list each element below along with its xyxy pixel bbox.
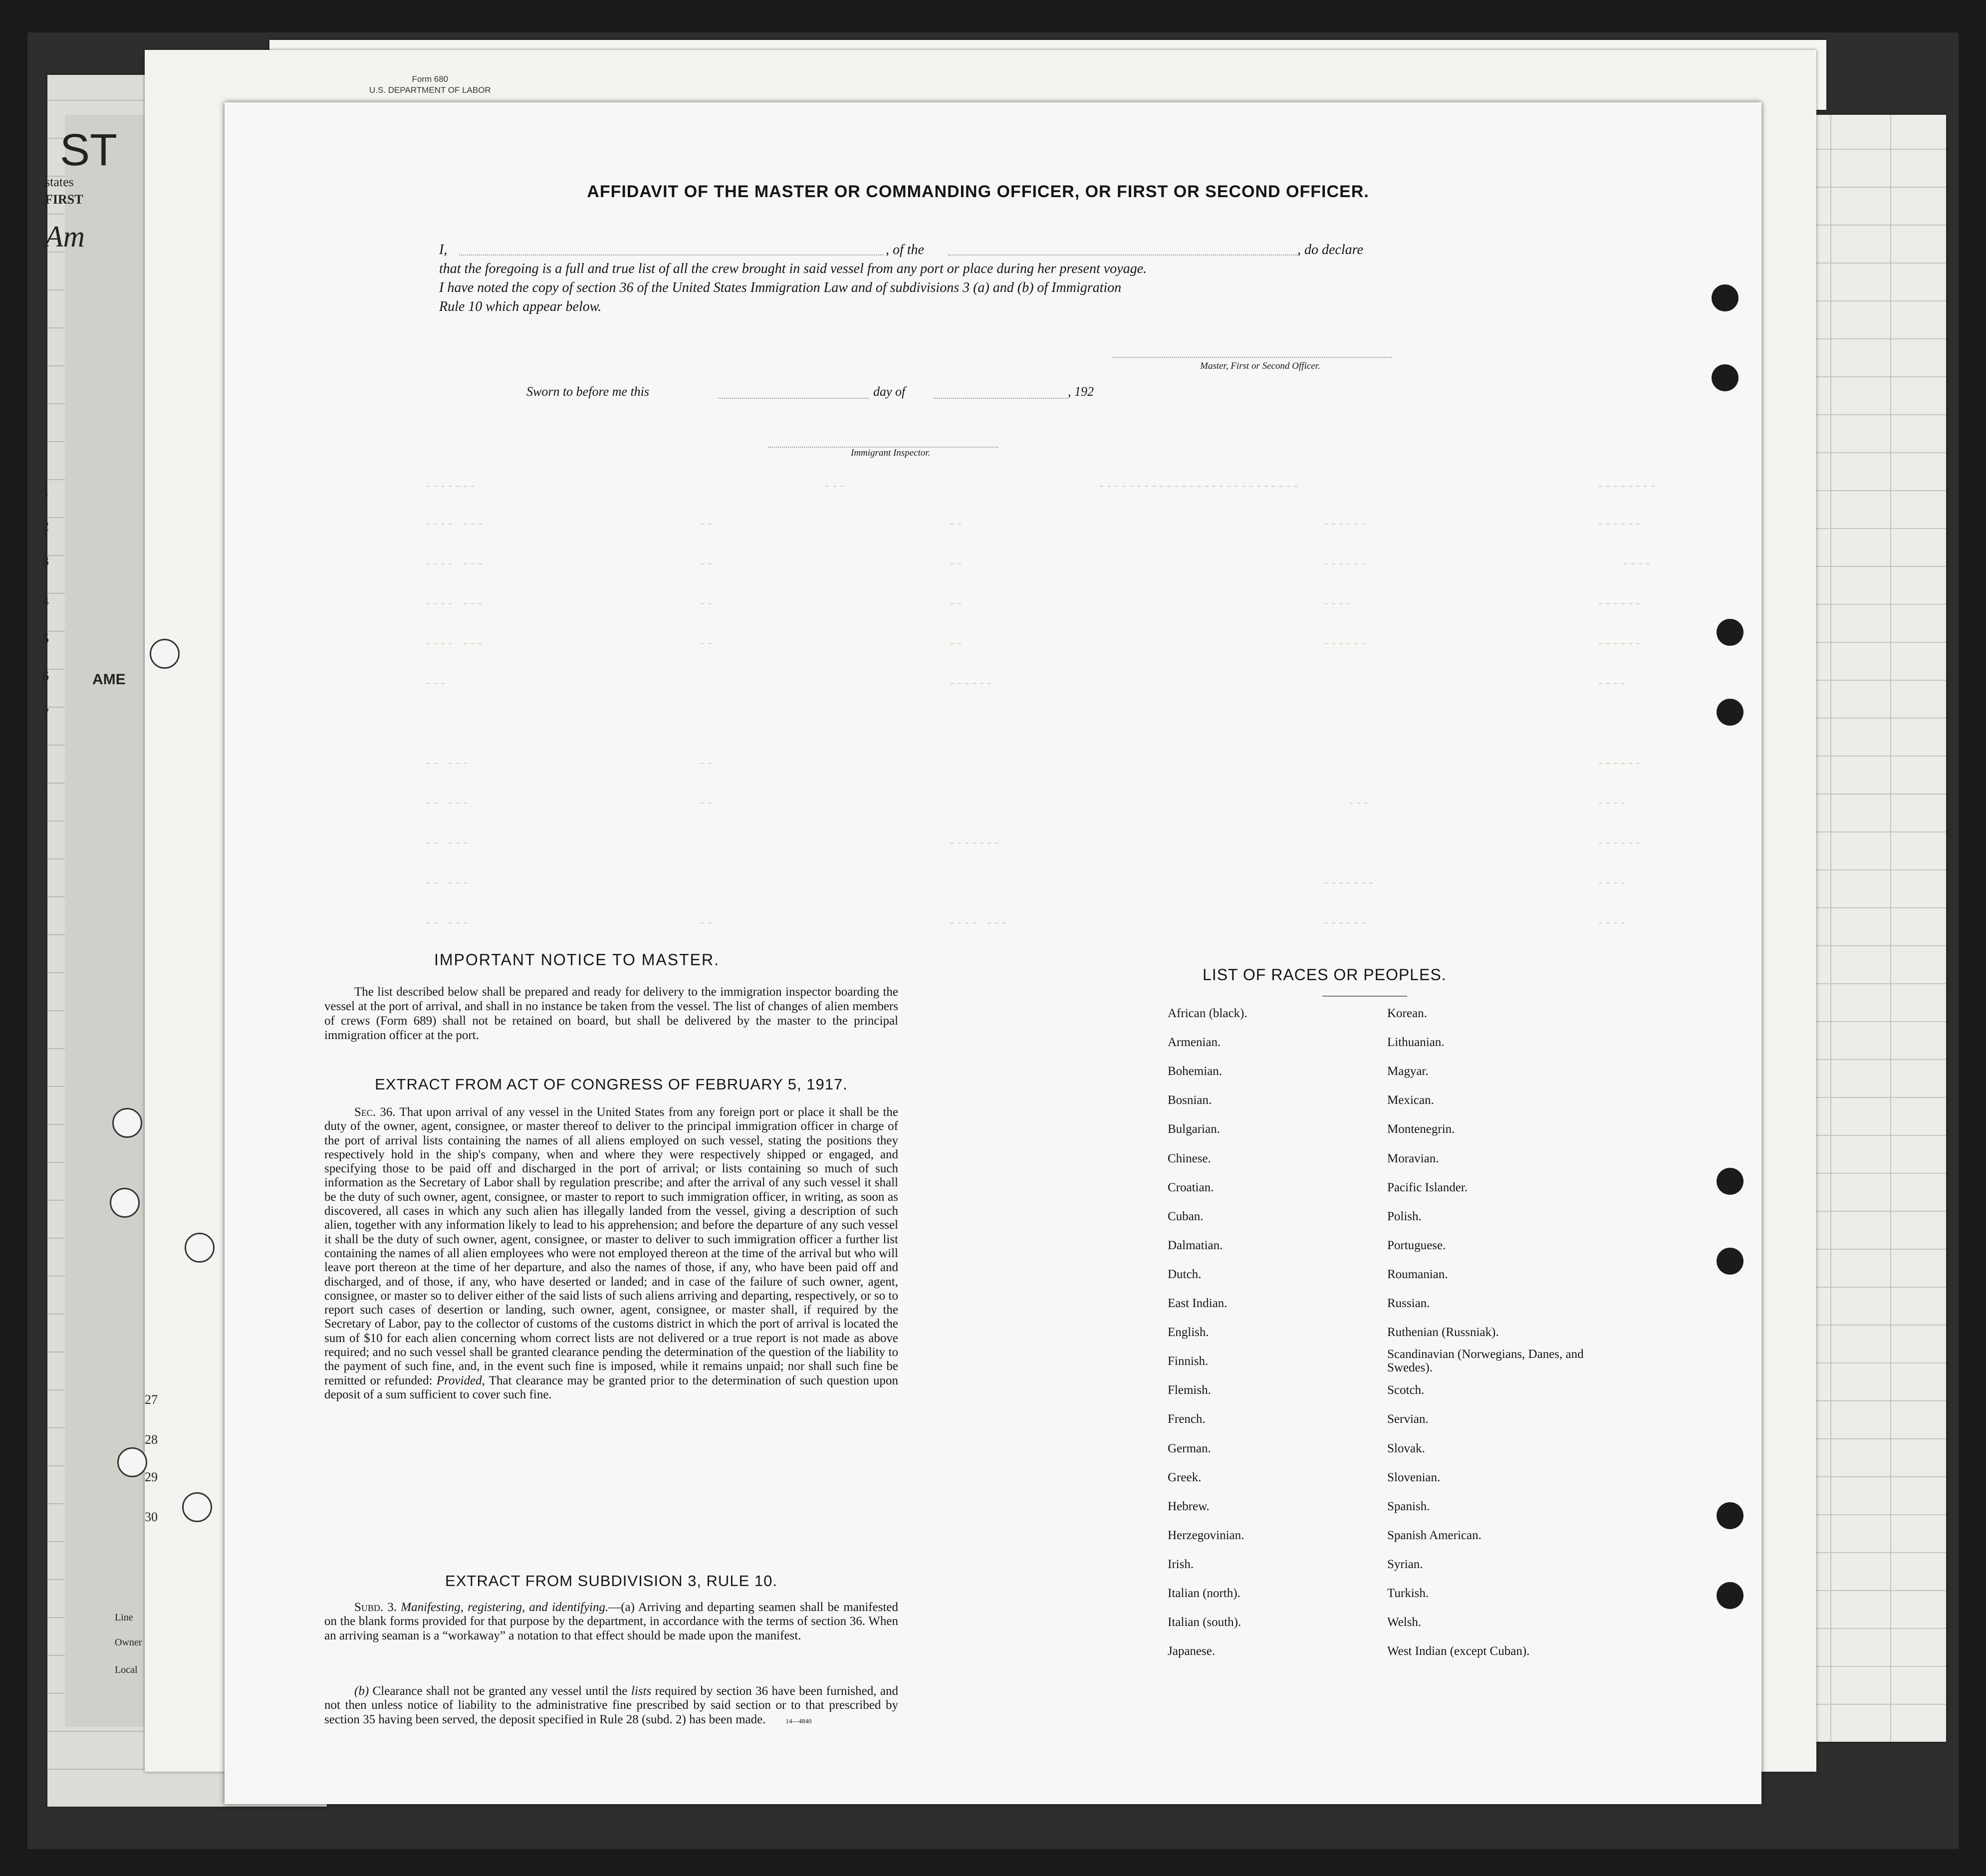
strip-row-27: 27 bbox=[145, 1392, 158, 1407]
race-item: Korean. bbox=[1387, 1007, 1427, 1020]
race-item: Spanish. bbox=[1387, 1499, 1430, 1513]
signature-line bbox=[1113, 357, 1392, 358]
punch-hole bbox=[182, 1492, 212, 1522]
affidavit-line-4: Rule 10 which appear below. bbox=[439, 299, 602, 314]
subd-title: Manifesting, registering, and identifying. bbox=[401, 1601, 609, 1614]
para-b-lead: (b) bbox=[354, 1684, 369, 1698]
para-a-text: Arriving and departing seamen shall be manifested on the blank forms provided for that purpose by the department, in accordance with the terms of section 36. When an arriving seaman is a “workaway” a notation to that effect should be made upon the manifest. bbox=[324, 1601, 898, 1642]
race-item: Turkish. bbox=[1387, 1587, 1429, 1600]
races-heading: LIST OF RACES OR PEOPLES. bbox=[1203, 966, 1447, 984]
bleed-through-row: --- ------ ---- bbox=[424, 676, 1627, 691]
race-item: French. bbox=[1168, 1412, 1206, 1426]
bleed-through-row: ---- --- -- -- ------ ------ bbox=[424, 636, 1642, 651]
subd-label: Subd. 3. bbox=[354, 1601, 397, 1614]
race-item: Bohemian. bbox=[1168, 1065, 1223, 1078]
rule-heading: EXTRACT FROM SUBDIVISION 3, RULE 10. bbox=[445, 1572, 777, 1590]
race-item: Dutch. bbox=[1168, 1267, 1202, 1281]
strip-line-label: Line bbox=[115, 1612, 133, 1623]
affidavit-i: I, bbox=[439, 242, 448, 258]
race-item: Japanese. bbox=[1168, 1644, 1216, 1658]
strip-letters: ST bbox=[60, 125, 118, 175]
punch-hole bbox=[185, 1233, 215, 1263]
para-b-text-1: Clearance shall not be granted any vessel until the bbox=[372, 1684, 628, 1698]
punch-hole bbox=[1717, 1168, 1743, 1195]
section-label: Sec. 36. bbox=[354, 1105, 396, 1119]
strip-am: Am bbox=[45, 220, 85, 253]
bleed-through-row: -- --- ------- ---- bbox=[424, 876, 1627, 890]
punch-hole bbox=[117, 1447, 147, 1477]
bleed-through-row: ------- --- --------------------------- -------- bbox=[424, 479, 1657, 494]
race-item: German. bbox=[1168, 1441, 1211, 1455]
race-item: Scotch. bbox=[1387, 1383, 1425, 1397]
notice-heading: IMPORTANT NOTICE TO MASTER. bbox=[434, 951, 720, 969]
para-a-lead: —(a) bbox=[608, 1601, 635, 1614]
race-item: Russian. bbox=[1387, 1297, 1430, 1310]
race-item: Italian (south). bbox=[1168, 1615, 1241, 1629]
race-item: Armenian. bbox=[1168, 1036, 1221, 1050]
rule-para-a bbox=[324, 1601, 898, 1643]
strip-row-29: 29 bbox=[145, 1470, 158, 1484]
race-item: Roumanian. bbox=[1387, 1267, 1448, 1281]
race-item: Slovenian. bbox=[1387, 1470, 1441, 1484]
strip-local-label: Local bbox=[115, 1664, 138, 1675]
day-of-label: day of bbox=[873, 384, 906, 399]
race-item: Irish. bbox=[1168, 1557, 1194, 1571]
name-blank bbox=[459, 255, 883, 256]
race-item: Polish. bbox=[1387, 1209, 1422, 1223]
race-item: East Indian. bbox=[1168, 1297, 1228, 1310]
race-item: Greek. bbox=[1168, 1470, 1202, 1484]
notice-text: The list described below shall be prepared and ready for delivery to the immigration inspector boarding the vessel at the port of arrival, and shall in no instance be taken from the vessel. The list of changes of alien members of crews (Form 689) shall not be retained on board, but shall be delivered by the master to the principal immigration officer at the port. bbox=[324, 985, 898, 1042]
punch-hole bbox=[1717, 1248, 1743, 1275]
race-item: Servian. bbox=[1387, 1412, 1429, 1426]
affidavit-page bbox=[225, 102, 1761, 1804]
form-code: 14—4840 bbox=[785, 1717, 812, 1725]
sworn-label: Sworn to before me this bbox=[526, 384, 650, 399]
race-item: English. bbox=[1168, 1326, 1209, 1340]
punch-hole bbox=[112, 1108, 142, 1138]
race-item: Dalmatian. bbox=[1168, 1238, 1223, 1252]
para-b-lists: lists bbox=[631, 1684, 652, 1698]
department: U.S. DEPARTMENT OF LABOR bbox=[369, 85, 491, 95]
punch-hole bbox=[1717, 1582, 1743, 1609]
bleed-through-row: -- --- -- ---- --- ------ ---- bbox=[424, 916, 1627, 930]
race-item: Italian (north). bbox=[1168, 1587, 1241, 1600]
strip-row-4: 4 bbox=[42, 594, 49, 608]
race-item: Portuguese. bbox=[1387, 1238, 1446, 1252]
strip-amer: AME bbox=[92, 671, 126, 688]
strip-row-3: 3 bbox=[42, 554, 49, 568]
form-number: Form 680 bbox=[412, 74, 449, 84]
proviso-label: Provided, bbox=[436, 1373, 485, 1387]
bleed-through-row: -- --- ------- ------ bbox=[424, 836, 1642, 850]
race-item: African (black). bbox=[1168, 1007, 1247, 1020]
affidavit-of-the: , of the bbox=[886, 242, 924, 258]
sworn-month-blank bbox=[933, 398, 1068, 399]
strip-states: states bbox=[45, 175, 74, 189]
race-item: Welsh. bbox=[1387, 1615, 1422, 1629]
inspector-label: Immigrant Inspector. bbox=[851, 448, 931, 458]
strip-row-6: 6 bbox=[42, 669, 49, 683]
section-body: That upon arrival of any vessel in the United States from any foreign port or place it shall be the duty of the owner, agent, consignee, or master thereof to deliver to the principal immigration officer in charge of the port of arrival lists containing the names of all aliens employed on such vessel, stating the positions they respectively hold in the ship's company, when and where they were respectively shipped or engaged, and specifying those to be paid off and discharged in the port of arrival; or lists containing so much of such information as the Secretary of Labor shall by regulation prescribe; and after the arrival of any such vessel it shall be the duty of such owner, agent, consignee, or master to report to such immigration officer, in writing, as soon as discovered, all cases in which any such alien has illegally landed from the vessel, giving a description of such alien, together with any information likely to lead to his apprehension; and before the departure of any such vessel it shall be the duty of such owner, agent, consignee, or master to deliver to such immigration officer a further list containing the names of all alien employees who were not employed thereon at the time of the arrival but who will leave port thereon at the time of her departure, and also the names of those, if any, who have been paid off and discharged, and of those, if any, who have deserted or landed; and in case of the failure of such owner, agent, consignee, or master so to deliver either of the said lists of such aliens arriving and departing, respectively, or so to report such cases of desertion or landing, such owner, agent, consignee, or master shall, if required by the Secretary of Labor, pay to the collector of customs of the customs district in which the port of arrival is located the sum of $10 for each alien concerning whom correct lists are not delivered or a true report is not made as above required; and no such vessel shall be granted clearance pending the determination of the question of the liability to the payment of such fine, and, in the event such fine is imposed, while it remains unpaid; nor shall such fine be remitted or refunded: bbox=[324, 1105, 898, 1387]
affidavit-line-2: that the foregoing is a full and true list of all the crew brought in said vessel from any port or place during her present voyage. bbox=[439, 261, 1147, 276]
race-item: Montenegrin. bbox=[1387, 1122, 1455, 1136]
strip-row-7: 7 bbox=[42, 706, 49, 721]
race-item: Bosnian. bbox=[1168, 1093, 1212, 1107]
race-item: Chinese. bbox=[1168, 1151, 1211, 1165]
affidavit-line-3: I have noted the copy of section 36 of the United States Immigration Law and of subdivisions 3 (a) and (b) of Immigration bbox=[439, 280, 1122, 295]
signature-label: Master, First or Second Officer. bbox=[1200, 361, 1320, 371]
race-item: Spanish American. bbox=[1387, 1528, 1482, 1542]
strip-owner-label: Owner bbox=[115, 1637, 142, 1648]
punch-hole bbox=[110, 1188, 140, 1218]
bleed-through-row: ---- --- -- -- ---- ------ bbox=[424, 596, 1642, 611]
strip-first: FIRST bbox=[45, 192, 83, 207]
act-heading: EXTRACT FROM ACT OF CONGRESS OF FEBRUARY 5, 1917. bbox=[375, 1075, 848, 1093]
race-item: Herzegovinian. bbox=[1168, 1528, 1244, 1542]
race-item: Flemish. bbox=[1168, 1383, 1211, 1397]
punch-hole bbox=[1717, 619, 1743, 646]
strip-row-30: 30 bbox=[145, 1510, 158, 1524]
race-item: Slovak. bbox=[1387, 1441, 1425, 1455]
punch-hole bbox=[1712, 284, 1738, 311]
background-form-header bbox=[369, 74, 491, 96]
race-item: Scandinavian (Norwegians, Danes, and Swedes). bbox=[1387, 1347, 1584, 1375]
race-item: Hebrew. bbox=[1168, 1499, 1210, 1513]
race-item: Bulgarian. bbox=[1168, 1122, 1220, 1136]
punch-hole bbox=[150, 639, 180, 669]
bleed-through-row: ---- --- -- -- ------ ------ bbox=[424, 517, 1642, 531]
bleed-through-row: -- --- -- --- ---- bbox=[424, 796, 1627, 810]
race-item: Magyar. bbox=[1387, 1065, 1429, 1078]
section-36-text bbox=[324, 1105, 898, 1402]
bleed-through-row: ---- --- -- -- ------ ---- bbox=[424, 556, 1652, 571]
strip-row-5: 5 bbox=[42, 631, 49, 646]
race-item: Lithuanian. bbox=[1387, 1036, 1445, 1050]
strip-row-1: 1 bbox=[42, 484, 49, 499]
rule-para-b bbox=[324, 1684, 898, 1728]
bleed-through-row: -- --- -- ------ bbox=[424, 756, 1642, 771]
strip-row-2: 2 bbox=[42, 519, 49, 534]
race-item: Syrian. bbox=[1387, 1557, 1423, 1571]
proviso-text: That clearance may be granted prior to the determination of such question upon deposit of a sum sufficient to cover such fine. bbox=[324, 1373, 898, 1401]
race-item: Croatian. bbox=[1168, 1180, 1214, 1194]
race-item: Cuban. bbox=[1168, 1209, 1204, 1223]
vessel-blank bbox=[948, 255, 1297, 256]
year-prefix: , 192 bbox=[1068, 384, 1094, 399]
punch-hole bbox=[1717, 1502, 1743, 1529]
punch-hole bbox=[1712, 364, 1738, 391]
race-item: Finnish. bbox=[1168, 1354, 1209, 1368]
race-item: Moravian. bbox=[1387, 1151, 1439, 1165]
affidavit-declare: , do declare bbox=[1297, 242, 1363, 258]
race-item: West Indian (except Cuban). bbox=[1387, 1644, 1530, 1658]
race-item: Pacific Islander. bbox=[1387, 1180, 1468, 1194]
strip-row-28: 28 bbox=[145, 1432, 158, 1447]
race-item: Ruthenian (Russniak). bbox=[1387, 1326, 1499, 1340]
affidavit-title: AFFIDAVIT OF THE MASTER OR COMMANDING OFFICER, OR FIRST OR SECOND OFFICER. bbox=[587, 182, 1369, 201]
punch-hole bbox=[1717, 699, 1743, 726]
races-rule bbox=[1322, 996, 1407, 997]
race-item: Mexican. bbox=[1387, 1093, 1434, 1107]
para-b-text-2: required by section 36 have been furnished, and not then unless notice of liability to the administrative fine prescribed by said section or to that prescribed by section 35 having been served, the deposit specified in Rule 28 (subd. 2) has been made. bbox=[324, 1684, 899, 1726]
sworn-day-blank bbox=[719, 398, 868, 399]
